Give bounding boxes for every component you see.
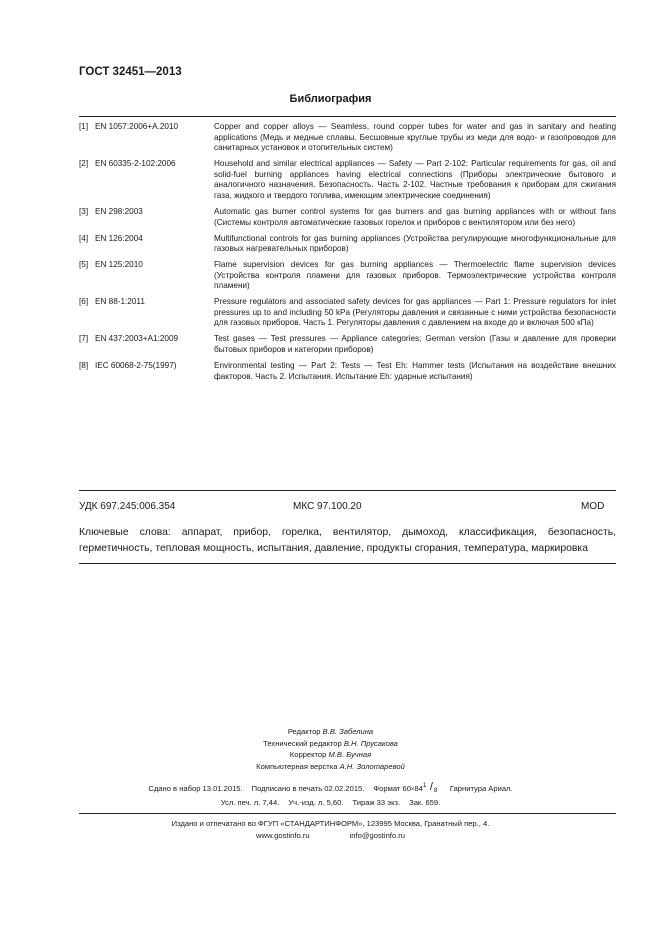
bib-code: IEC 60068-2-75(1997) <box>95 361 177 371</box>
publisher-email: info@gostinfo.ru <box>349 831 406 840</box>
bibliography-title: Библиография <box>289 93 372 105</box>
bib-code: EN 88-1:2011 <box>95 297 145 307</box>
credit-layout: Компьютерная верстка А.Н. Золотаревой <box>256 761 405 771</box>
publisher-website: www.gostinfo.ru <box>255 831 310 840</box>
order-value: Зак. 659. <box>409 798 441 807</box>
bib-number: [6] <box>79 297 89 307</box>
document-code: ГОСТ 32451—2013 <box>79 66 182 78</box>
bib-number: [7] <box>79 334 89 344</box>
printing-line-2 <box>0 798 661 807</box>
bib-entry <box>79 234 616 255</box>
format-value: Формат 60×84 1 / 8 <box>373 784 441 793</box>
bib-number: [3] <box>79 206 89 216</box>
credits <box>0 726 661 772</box>
divider-top <box>79 116 616 117</box>
bib-code: EN 60335-2-102:2006 <box>95 159 176 169</box>
mod-label: MOD <box>581 501 605 512</box>
udk-code: УДК 697.245:006.354 <box>79 501 176 512</box>
bib-text: Copper and copper alloys — Seamless, round copper tubes for water and gas in sanitary and heating applications (Медь и медные сплавы. Бесшовные круглые трубы из меди для водо- и газопроводов для санитарных установок и отопительных систем) <box>214 122 616 153</box>
divider-udk-top <box>79 490 616 491</box>
bib-text: Flame supervision devices for gas burning appliances — Thermoelectric flame supervision devices (Устройства контроля пламени для газовых приборов. Термоэлектрические устройства контроля пламени) <box>214 260 616 291</box>
bib-entry <box>79 334 616 355</box>
font-value: Гарнитура Ариал. <box>449 784 513 793</box>
credit-corrector: Корректор М.В. Бучная <box>289 750 372 759</box>
printing-line-1 <box>0 782 661 793</box>
divider-keywords-bottom <box>79 563 616 564</box>
bib-entry <box>79 297 616 329</box>
credit-editor: Редактор В.В. Забелина <box>287 727 374 736</box>
run-value: Тираж 33 экз. <box>352 798 401 807</box>
publisher-info <box>0 818 661 842</box>
format-fraction: 1 / 8 <box>422 781 438 794</box>
bibliography-list <box>79 122 616 388</box>
bib-code: EN 1057:2006+A.2010 <box>95 122 179 131</box>
bib-number: [1] <box>79 122 89 131</box>
bib-entry <box>79 260 616 292</box>
bib-text: Automatic gas burner control systems for gas burners and gas burning appliances with or without fans (Системы контроля автоматические газовых горелок и приборов с вентилятором или без него) <box>214 206 616 227</box>
bib-number: [2] <box>79 159 89 169</box>
submitted-date: Сдано в набор 13.01.2015. <box>148 784 243 793</box>
bib-number: [8] <box>79 361 89 371</box>
signed-date: Подписано в печать 02.02.2015. <box>251 784 365 793</box>
sheets-value: Усл. печ. л. 7,44. <box>220 798 280 807</box>
bib-entry <box>79 122 616 154</box>
bib-text: Test gases — Test pressures — Appliance categories; German version (Газы и давление для проверки бытовых приборов и категории приборов) <box>214 334 616 355</box>
credit-tech-editor: Технический редактор В.Н. Прусакова <box>263 738 398 748</box>
bib-text: Household and similar electrical appliances — Safety — Part 2-102: Particular requirements for gas, oil and solid-fuel burning appliances having electrical connections (Приборы электрические бытового и аналогичного назначения. Безопасность. Часть 2-102. Частные требования к приборам для сжигания газа, жидкого и твердого топлива, имеющим электрические соединения) <box>214 159 616 200</box>
bib-text: Pressure regulators and associated safety devices for gas appliances — Part 1: Pressure regulators for inlet pressures up to and including 50 kPa (Регуляторы давления и связанные с ними устройства безопасности для газовых приборов. Часть 1. Регуляторы давления с давлением на входе до и включая 500 кПа) <box>214 297 616 328</box>
bib-number: [4] <box>79 233 89 243</box>
bib-number: [5] <box>79 260 89 270</box>
keywords: Ключевые слова: аппарат, прибор, горелка, вентилятор, дымоход, классификация, безопасность, герметичность, тепловая мощность, испытания, давление, продукты сгорания, температура, маркировка <box>79 527 616 554</box>
bib-text: Environmental testing — Part 2: Tests — Test Eh: Hammer tests (Испытания на воздействие внешних факторов. Часть 2. Испытания. Испытание Eh: ударные испытания) <box>214 361 616 381</box>
bib-text: Multifunctional controls for gas burning appliances (Устройства регулирующие многофункциональные для газовых нагревательных приборов) <box>214 233 616 254</box>
mks-code: МКС 97.100.20 <box>293 501 362 512</box>
bib-entry <box>79 159 616 201</box>
bib-code: EN 126:2004 <box>95 233 143 243</box>
bib-code: EN 437:2003+A1:2009 <box>95 334 179 344</box>
bib-entry <box>79 207 616 228</box>
bib-code: EN 298:2003 <box>95 206 143 216</box>
divider-publisher-top <box>79 813 616 814</box>
publisher-line: Издано и отпечатано во ФГУП «СТАНДАРТИНФОРМ», 123995 Москва, Гранатный пер., 4. <box>171 819 490 828</box>
bib-code: EN 125:2010 <box>95 260 143 270</box>
bib-entry <box>79 361 616 382</box>
pub-sheets-value: Уч.-изд. л. 5,60. <box>288 798 344 807</box>
